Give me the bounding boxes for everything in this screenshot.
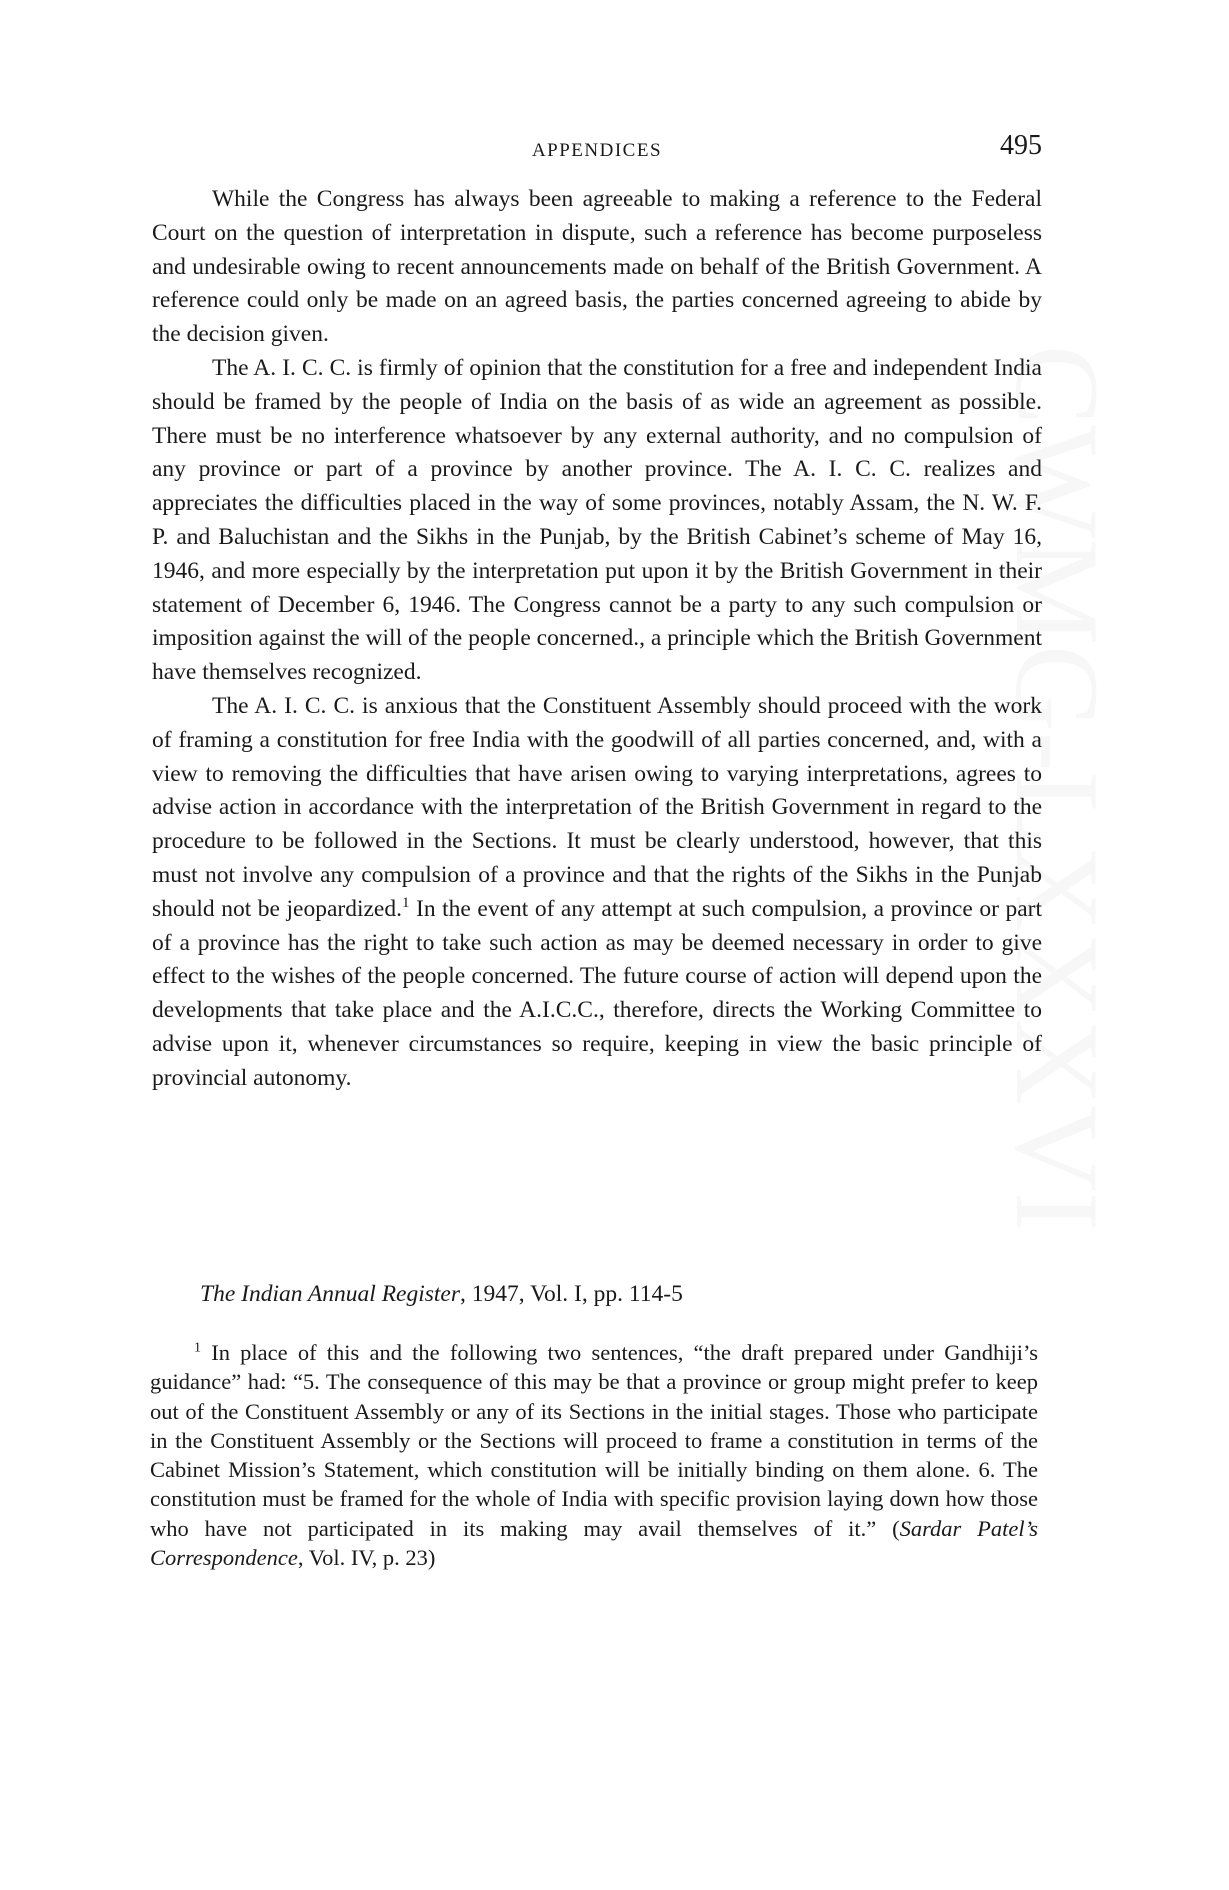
- source-title: The Indian Annual Register: [200, 1281, 461, 1307]
- footnote-paragraph: [150, 1338, 1038, 1572]
- running-head: APPENDICES: [531, 140, 663, 161]
- footnote-marker: 1: [401, 894, 410, 911]
- paragraph: While the Congress has always been agreeable to making a reference to the Federal Court on the question of interpretation in dispute, such a reference has become purposeless and undesirable owing to recent announcements made on behalf of the British Government. A reference could only be made on an agreed basis, the parties concerned agreeing to abide by the decision given.: [152, 186, 1042, 348]
- paragraph-text: In the event of any attempt at such compulsion, a province or part of a province has the right to take such action as may be deemed necessary in order to give effect to the wishes of the people concerned. The future course of action will depend upon the developments that take place and the A.I.C.C., therefore, directs the Working Committee to advise upon it, whenever circumstances so require, keeping in view the basic principle of provincial autonomy.: [152, 895, 1042, 1091]
- source-details: , 1947, Vol. I, pp. 114-5: [460, 1281, 683, 1307]
- footnote-ref-title: Sardar Patel’s Correspondence: [150, 1515, 1038, 1571]
- footnote: [150, 1338, 1038, 1572]
- page-header: [152, 130, 1042, 170]
- footnote-number: 1: [194, 1340, 201, 1356]
- watermark: CWMG-LXXXVI: [991, 345, 1124, 1232]
- footnote-text: In place of this and the following two sentences, “the draft prepared under Gandhiji’s guidance” had: “5. The consequence of this may be that a province or group might prefer to keep out of the Constituent Assembly or any of its Sections in the initial stages. Those who participate in the Constituent Assembly or the Sections will proceed to frame a constitution in terms of the Cabinet Mission’s Statement, which constitution will be initially binding on them alone. 6. The constitution must be framed for the whole of India with specific provision laying down how those who have not participated in its making may avail themselves of it.” (: [150, 1340, 1038, 1541]
- body-text: [152, 183, 1042, 1096]
- footnote-ref-details: , Vol. IV, p. 23): [297, 1545, 436, 1571]
- page-number: 495: [1000, 130, 1042, 161]
- paragraph: The A. I. C. C. is firmly of opinion that the constitution for a free and independent India should be framed by the people of India on the basis of as wide an agreement as possible. There must be no interference whatsoever by any external authority, and no compulsion of any province or part of a province by another province. The A. I. C. C. realizes and appreciates the difficulties placed in the way of some provinces, notably Assam, the N. W. F. P. and Baluchistan and the Sikhs in the Punjab, by the British Cabinet’s scheme of May 16, 1946, and more especially by the interpretation put upon it by the British Government in their statement of December 6, 1946. The Congress cannot be a party to any such compulsion or imposition against the will of the people concerned., a principle which the British Government have themselves recognized.: [152, 354, 1042, 686]
- source-citation: [200, 1278, 1042, 1310]
- paragraph-text: The A. I. C. C. is anxious that the Constituent Assembly should proceed with the work of framing a constitution for free India with the goodwill of all parties concerned, and, with a view to removing the difficulties that have arisen owing to varying interpretations, agrees to advise action in accordance with the interpretation of the British Government in regard to the procedure to be followed in the Sections. It must be clearly understood, however, that this must not involve any compulsion of a province and that the rights of the Sikhs in the Punjab should not be jeopardized.: [152, 692, 1042, 922]
- paragraph: [152, 690, 1042, 1096]
